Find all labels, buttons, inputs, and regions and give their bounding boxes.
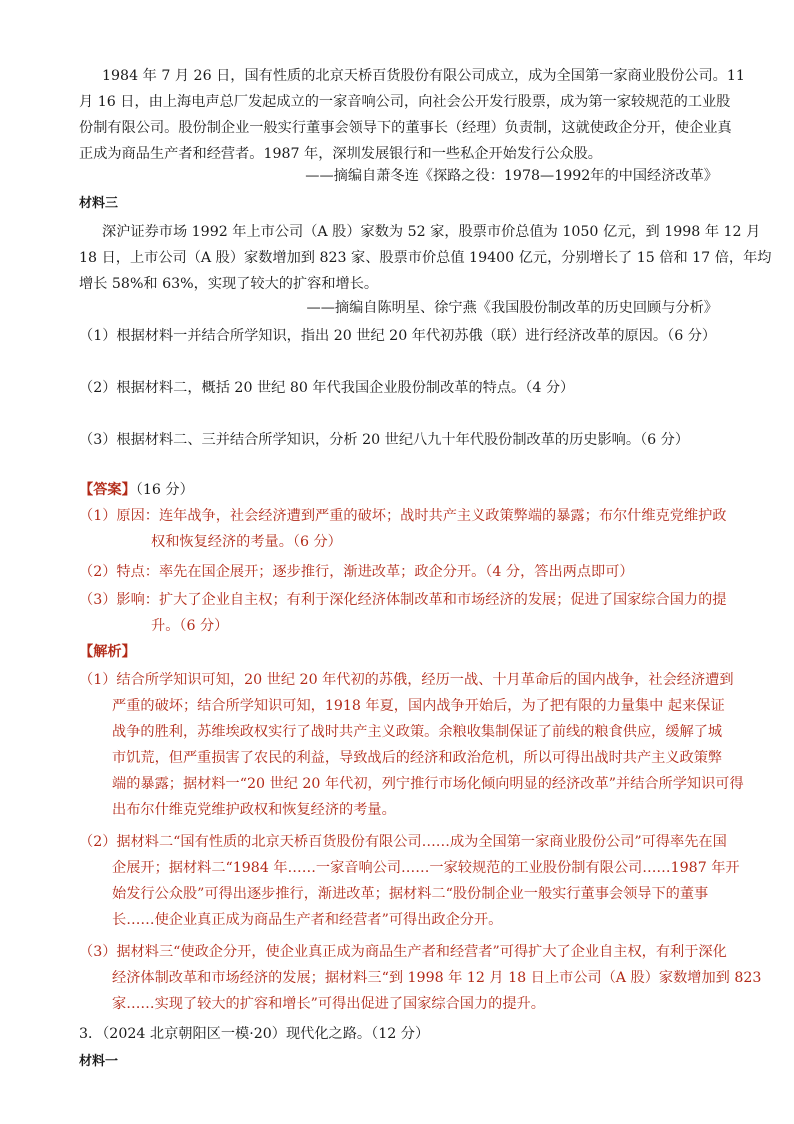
answer-header xyxy=(79,480,194,500)
analysis-line: 始发行公众股”可得出逐步推行，渐进改革；据材料二“股份制企业一般实行董事会领导下的董事 xyxy=(112,886,709,902)
analysis-line: 严重的破坏；结合所学知识可知，1918 年夏，国内战争开始后，为了把有限的力量集中 起来保证 xyxy=(112,698,725,714)
question-2: （2）根据材料二，概括 20 世纪 80 年代我国企业股份制改革的特点。（4 分） xyxy=(79,380,575,396)
answer-line: （1）原因：连年战争，社会经济遭到严重的破坏；战时共产主义政策弊端的暴露；布尔什维克党维护政 xyxy=(79,508,727,524)
analysis-line: 战争的胜利，苏维埃政权实行了战时共产主义政策。余粮收集制保证了前线的粮食供应，缓解了城 xyxy=(112,724,723,740)
analysis-line: 长……使企业真正成为商品生产者和经营者”可得出政企分开。 xyxy=(112,912,503,928)
next-question-title: 3．（2024 北京朝阳区一模·20）现代化之路。（12 分） xyxy=(79,1026,430,1042)
answer-line: （3）影响：扩大了企业自主权；有利于深化经济体制改革和市场经济的发展；促进了国家综合国力的提 xyxy=(79,592,727,608)
analysis-line: 经济体制改革和市场经济的发展；据材料三“到 1998 年 12 月 18 日上市公司（A 股）家数增加到 823 xyxy=(112,970,762,986)
analysis-line: 端的暴露；据材料一“20 世纪 20 年代初，列宁推行市场化倾向明显的经济改革”并结合所学知识可得 xyxy=(112,776,744,792)
material3-line: 深沪证券市场 1992 年上市公司（A 股）家数为 52 家，股票市价总值为 1050 亿元，到 1998 年 12 月 xyxy=(102,224,761,240)
material3-heading: 材料三 xyxy=(79,196,119,211)
material2-line: 份制有限公司。股份制企业一般实行董事会领导下的董事长（经理）负责制，这就使政企分开，使企业真 xyxy=(79,120,732,136)
material2-line: 正成为商品生产者和经营者。1987 年，深圳发展银行和一些私企开始发行公众股。 xyxy=(79,146,602,162)
material3-line: 增长 58%和 63%，实现了较大的扩容和增长。 xyxy=(79,276,379,292)
analysis-line: 市饥荒，但严重损害了农民的利益，导致战后的经济和政治危机，所以可得出战时共产主义政策弊 xyxy=(112,750,723,766)
material3-line: 18 日，上市公司（A 股）家数增加到 823 家、股票市价总值 19400 亿元，分别增长了 15 倍和 17 倍，年均 xyxy=(79,250,772,266)
next-material-heading: 材料一 xyxy=(79,1054,119,1069)
analysis-line: 家……实现了较大的扩容和增长”可得出促进了国家综合国力的提升。 xyxy=(112,996,545,1012)
question-3: （3）根据材料二、三并结合所学知识，分析 20 世纪八九十年代股份制改革的历史影响。（6 分） xyxy=(79,432,690,448)
answer-line: （2）特点：率先在国企展开；逐步推行，渐进改革；政企分开。（4 分，答出两点即可） xyxy=(79,564,634,580)
analysis-line: （1）结合所学知识可知，20 世纪 20 年代初的苏俄，经历一战、十月革命后的国内战争，社会经济遭到 xyxy=(79,672,734,688)
analysis-line: （2）据材料二“国有性质的北京天桥百货股份有限公司……成为全国第一家商业股份公司”可得率先在国 xyxy=(79,834,727,850)
answer-line: 升。（6 分） xyxy=(151,618,229,634)
analysis-line: 企展开；据材料二“1984 年……一家音响公司……一家较规范的工业股份制有限公司……1987 年开 xyxy=(112,860,740,876)
material3-source: ——摘编自陈明星、徐宁燕《我国股份制改革的历史回顾与分析》 xyxy=(306,300,718,316)
question-1: （1）根据材料一并结合所学知识，指出 20 世纪 20 年代初苏俄（联）进行经济改革的原因。（6 分） xyxy=(79,328,717,344)
answer-line: 权和恢复经济的考量。（6 分） xyxy=(151,534,342,550)
answer-score: （16 分） xyxy=(135,482,194,498)
answer-label: 【答案】 xyxy=(79,482,136,498)
material2-source: ——摘编自萧冬连《探路之役：1978—1992年的中国经济改革》 xyxy=(305,168,718,184)
analysis-line: 出布尔什维克党维护政权和恢复经济的考量。 xyxy=(112,802,396,818)
material2-line: 月 16 日，由上海电声总厂发起成立的一家音响公司，向社会公开发行股票，成为第一家较规范的工业股 xyxy=(79,94,731,110)
analysis-label: 【解析】 xyxy=(79,644,136,660)
analysis-line: （3）据材料三“使政企分开，使企业真正成为商品生产者和经营者”可得扩大了企业自主权，有利于深化 xyxy=(79,944,727,960)
material2-line: 1984 年 7 月 26 日，国有性质的北京天桥百货股份有限公司成立，成为全国第一家商业股份公司。11 xyxy=(102,68,745,84)
